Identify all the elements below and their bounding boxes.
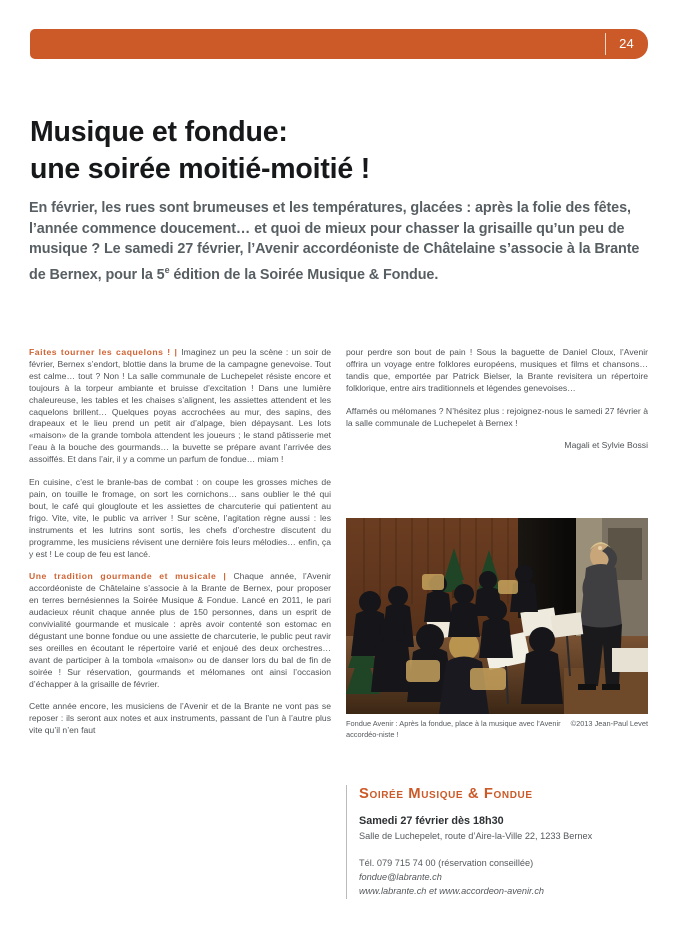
event-address: Salle de Luchepelet, route d’Aire-la-Ville 22, 1233 Bernex [359,831,593,841]
photo-credit: ©2013 Jean-Paul Levet [570,719,648,728]
event-info-title: Soirée Musique & Fondue [359,786,533,802]
paragraph-3-text: Chaque année, l’Avenir accordéoniste de Châtelaine s’associe à la Brante de Bernex, pour proposer en terres bernésiennes la Soirée Musique & Fondue. Lancé en 2011, le pari audacieux réunit chaque année plus de 150 personnes, dans un esprit de convivialité gourmande et musicale : après avoir contenté son estomac en dégustant une bonne fondue ou une assiette de charcuterie, le public peut ravir ses oreilles en écoutant le répertoire varié et enjoué des deux orchestres… avant de participer à la tombola «maison» ou de danser lors du bal de fin de soirée ! Sur réservation, gourmands et mélomanes ont ainsi l’occasion d’échapper à la grisaille de février. [29,571,331,689]
paragraph-en-cuisine: En cuisine, c’est le branle-bas de combat : on coupe les grosses miches de pain, on touille le fromage, on sort les cornichons… sans oublier le thé qui bout, le café qui glougloute et les assiettes de charcuterie qui patientent au frigo. Vite, vite, le public va arriver ! Sur scène, l’agitation règne aussi : les instruments et les lutrins sont sortis, les chefs d’orchestre discutent du programme, les musiciens révisent une dernière fois leurs mélodies… enfin, ça y est ! Le coup de feu est lancé. [29,477,331,559]
runin-separator-1: | [170,347,182,357]
lead-text-before: En février, les rues sont brumeuses et les températures, glacées : après la folie des fêtes, l’année commence doucement… et quoi de mieux pour chasser la grisaille qu’un peu de musique ? Le samedi 27 février, l’Avenir accordéoniste de Châtelaine s’associe à la Brante de Bernex, pour la 5 [29,200,640,283]
paragraph-pour-perdre: pour perdre son bout de pain ! Sous la baguette de Daniel Cloux, l’Avenir offrira un voyage entre folklores européens, musiques et films et chansons… tandis que, emportée par Patrick Bielser, la Brante revisitera un répertoire folklorique, entre airs traditionnels et légendes genevoises… [346,347,648,393]
photo-caption-text: Fondue Avenir : Après la fondue, place à la musique avec l’Avenir accordéo-niste ! [346,719,561,739]
paragraph-cette-annee: Cette année encore, les musiciens de l’Avenir et de la Brante ne vont pas se reposer : ils seront aux notes et aux instruments, passant de l’un à l’autre plus vite qu’il n’en faut [29,701,331,736]
event-phone: Tél. 079 715 74 00 (réservation conseillée) [359,858,534,868]
runin-heading-une-tradition: Une tradition gourmande et musicale [29,571,217,582]
paragraph-faites-tourner [29,347,331,466]
article-signature: Magali et Sylvie Bossi [564,440,648,451]
orchestra-photo [346,518,648,714]
event-info-box [346,785,648,899]
body-column-right [346,347,648,463]
header-divider [605,33,606,55]
page-title [30,114,630,188]
paragraph-affames: Affamés ou mélomanes ? N’hésitez plus : rejoignez-nous le samedi 27 février à la salle communale de Luchepelet à Bernex ! [346,405,648,428]
page-title-line-1: Musique et fondue: [30,116,288,149]
lead-ordinal-suffix: e [164,264,170,275]
event-email[interactable]: fondue@labrante.ch [359,872,442,882]
runin-heading-faites-tourner: Faites tourner les caquelons ! [29,347,171,357]
event-websites[interactable]: www.labrante.ch et www.accordeon-avenir.ch [359,886,545,896]
body-column-left [29,347,331,748]
page-header-bar [30,29,648,59]
photo-container [346,518,648,714]
lead-paragraph [29,198,647,285]
page-title-line-2: une soirée moitié-moitié ! [30,153,371,186]
photo-caption [346,719,648,740]
runin-separator-2: | [216,571,234,582]
event-date-time: Samedi 27 février dès 18h30 [359,815,504,827]
page-number: 24 [619,36,634,51]
paragraph-1-text: Imaginez un peu la scène : un soir de février, Bernex s’endort, blottie dans la brume de la campagne genevoise. Tout est calme… tout ? Non ! La salle communale de Luchepelet résiste encore et toujours à la torpeur ambiante et bruisse d’excitation ! Dans une lumière chaleureuse, les tables et les chaises s’alignent, les assiettes attendent et les caquelons brillent… Quelques poyas accrochées au mur, des sapins, des drapeaux et le lieu prend un petit air d’alpage, bien dépaysant. Les lots «maison» de la grande tombola attendent les joueurs ; le stand pâtisserie met l’eau à la bouche des gourmands… la buvette se prépare avant l’arrivée des assoiffés. Et dans l’air, il y a comme un parfum de fondue… miam ! [29,347,331,465]
paragraph-une-tradition [29,571,331,690]
lead-text-after: édition de la Soirée Musique & Fondue. [169,266,439,283]
